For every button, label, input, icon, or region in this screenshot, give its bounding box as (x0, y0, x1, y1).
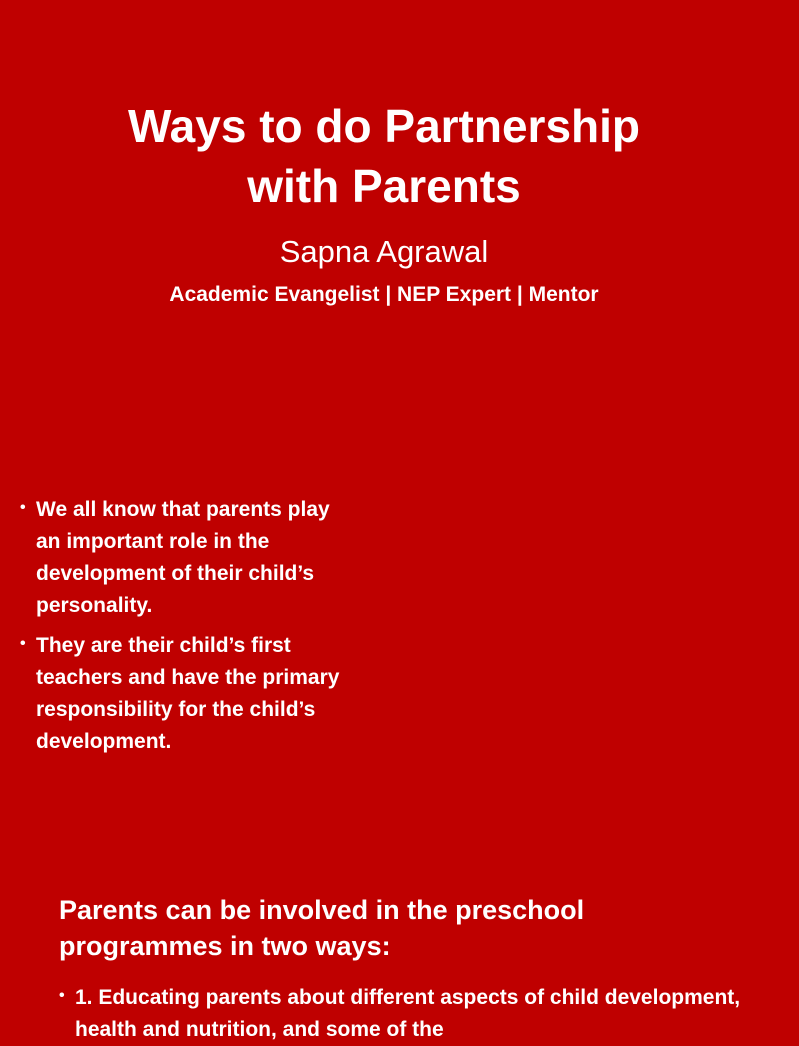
author-tagline: Academic Evangelist | NEP Expert | Mentor (169, 283, 599, 306)
presentation-title (0, 96, 768, 216)
list-item (59, 982, 799, 1046)
author-name: Sapna Agrawal (279, 234, 489, 269)
ways-heading: Parents can be involved in the preschool programmes in two ways: (59, 895, 585, 961)
bullet-text: They are their child’s first teachers and have the primary responsibility for the child’s development. (36, 634, 340, 753)
title-line-2: with Parents (247, 160, 521, 212)
list-item (20, 494, 360, 622)
ways-item-text: 1. Educating parents about different aspects of child development, health and nutrition, and some of the (75, 986, 741, 1041)
bullet-icon: • (59, 987, 65, 1004)
bullet-list (20, 494, 360, 766)
bullet-icon: • (20, 635, 26, 652)
ways-slide (0, 880, 768, 1041)
title-line-1: Ways to do Partnership (127, 100, 641, 152)
bullet-slide (0, 490, 768, 790)
title-slide (0, 0, 768, 340)
bullet-icon: • (20, 499, 26, 516)
bullet-text: We all know that parents play an important role in the development of their child’s personality. (36, 498, 330, 617)
ways-list (59, 982, 799, 1046)
list-item (20, 630, 360, 758)
